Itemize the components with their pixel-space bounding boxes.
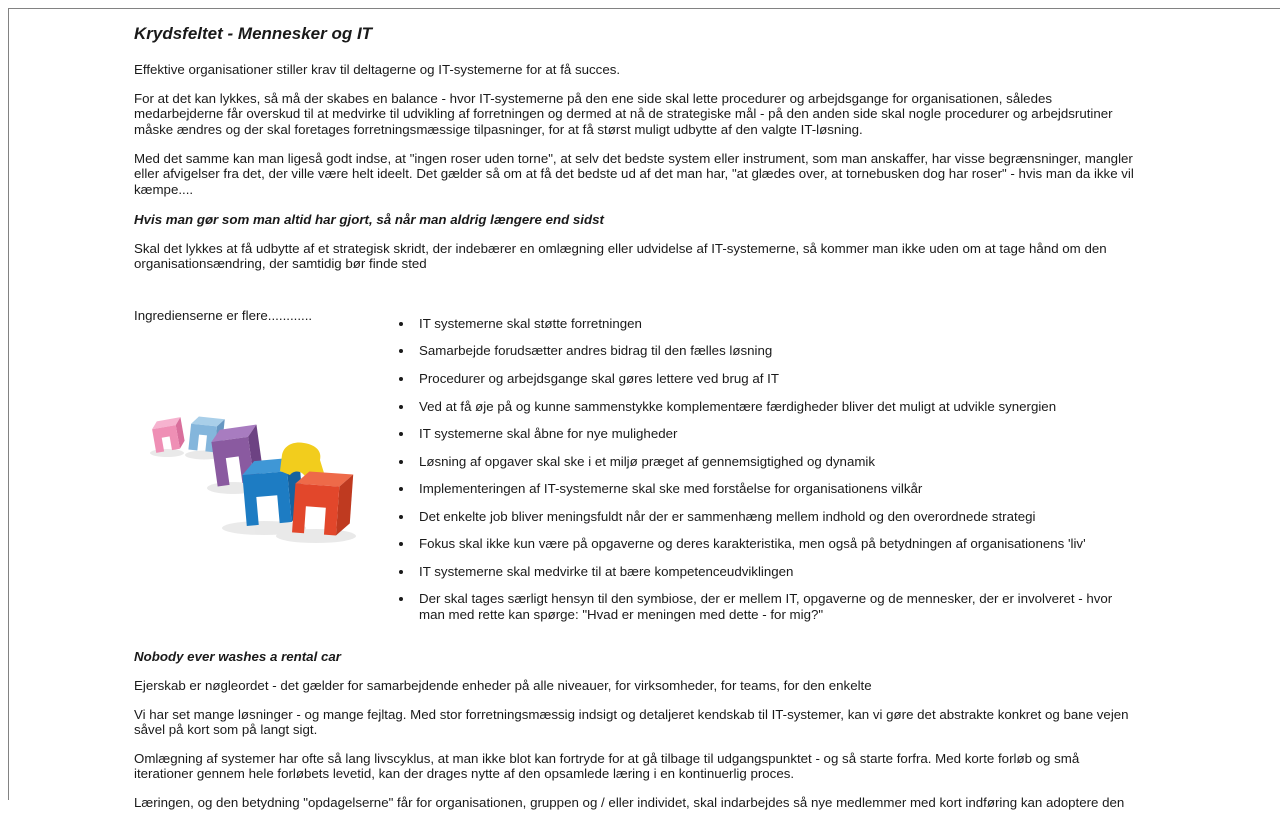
ingredient-item: • Fokus skal ikke kun være på opgaverne og deres karakteristika, men også på betydningen af organisationens 'liv': [414, 536, 1140, 552]
ingredient-item: • IT systemerne skal medvirke til at bære kompetenceudviklingen: [414, 564, 1140, 580]
intro-paragraph: For at det kan lykkes, så må der skabes en balance - hvor IT-systemerne på den ene side skal lette procedurer og arbejdsgange for organisationen, således medarbejderne får overskud til at medvirke til udvikling af forretningen og dermed at nå de strategiske mål - på den anden side skal nogle procedurer og arbejdsrutiner måske ændres og der skal foretages forretningsmæssige tilpasninger, for at få størst muligt udbytte af den valgte IT-løsning.: [134, 90, 1113, 138]
section-habit-paragraph: Skal det lykkes at få udbytte af et strategisk skridt, der indebærer en omlægning eller udvidelse af IT-systemerne, så kommer man ikke uden om at tage hånd om den organisationsændring, der samtidig bør finde sted: [134, 240, 1107, 272]
intro-paragraph: Med det samme kan man ligeså godt indse, at "ingen roser uden torne", at selv det bedste system eller instrument, som man anskaffer, har visse begrænsninger, mangler eller afvigelser fra det, der ville være helt ideelt. Det gælder så om at få det bedste ud af det man har, "at glædes over, at tornebusken dog har roser" - hvis man da ikke vil kæmpe....: [134, 150, 1134, 197]
ingredients-section: [134, 308, 1140, 635]
ingredient-item: • Det enkelte job bliver meningsfuldt når der er sammenhæng mellem indhold og den overordnede strategi: [414, 509, 1140, 525]
ingredient-item: • Samarbejde forudsætter andres bidrag til den fælles løsning: [414, 343, 1140, 359]
article: [134, 0, 1140, 823]
section-heading-habit: Hvis man gør som man altid har gjort, så når man aldrig længere end sidst: [134, 212, 604, 228]
ingredient-item: • Der skal tages særligt hensyn til den symbiose, der er mellem IT, opgaverne og de mennesker, der er involveret - hvor man med rette kan spørge: "Hvad er meningen med dette - for mig?": [414, 591, 1140, 622]
ingredients-left-column: [134, 308, 400, 635]
ingredient-item: • Løsning af opgaver skal ske i et miljø præget af gennemsigtighed og dynamik: [414, 454, 1140, 470]
rental-paragraph: Omlægning af systemer har ofte så lang livscyklus, at man ikke blot kan fortryde for at gå tilbage til udgangspunktet - og så starte forfra. Med korte forløb og små iterationer gennem hele forløbets levetid, kan der drages nytte af den opsamlede læring i en kontinuerlig proces.: [134, 750, 1080, 782]
ingredient-item: • Implementeringen af IT-systemerne skal ske med forståelse for organisationens vilkår: [414, 481, 1140, 497]
ingredients-label: Ingredienserne er flere............: [134, 307, 313, 323]
puzzle-pieces-image: [134, 397, 364, 545]
ingredients-right-column: [400, 308, 1140, 635]
ingredient-item: • IT systemerne skal åbne for nye muligheder: [414, 426, 1140, 442]
ingredients-list: [400, 316, 1140, 623]
shadow: [150, 449, 184, 457]
page-title: Krydsfeltet - Mennesker og IT: [134, 24, 373, 43]
ingredient-item: • Ved at få øje på og kunne sammenstykke komplementære færdigheder bliver det muligt at udvikle synergien: [414, 399, 1140, 415]
rental-paragraph: Læringen, og den betydning "opdagelserne" får for organisationen, gruppen og / eller individet, skal indarbejdes så nye medlemmer med kort indføring kan adoptere den: [134, 794, 1125, 810]
rental-paragraph: Vi har set mange løsninger - og mange fejltag. Med stor forretningsmæssig indsigt og detaljeret kendskab til IT-systemer, kan vi gøre det abstrakte konkret og bane vejen såvel på kort som på langt sigt.: [134, 706, 1129, 738]
puzzle-pieces-illustration: [134, 397, 364, 545]
intro-paragraph: Effektive organisationer stiller krav til deltagerne og IT-systemerne for at få succes.: [134, 62, 621, 78]
shadow: [276, 529, 356, 543]
ingredient-item: • IT systemerne skal støtte forretningen: [414, 316, 1140, 332]
section-heading-rental: Nobody ever washes a rental car: [134, 649, 341, 665]
ingredient-item: • Procedurer og arbejdsgange skal gøres lettere ved brug af IT: [414, 371, 1140, 387]
rental-paragraph: Ejerskab er nøgleordet - det gælder for samarbejdende enheder på alle niveauer, for virksomheder, for teams, for den enkelte: [134, 677, 872, 693]
page-frame-left-border: [8, 8, 9, 800]
